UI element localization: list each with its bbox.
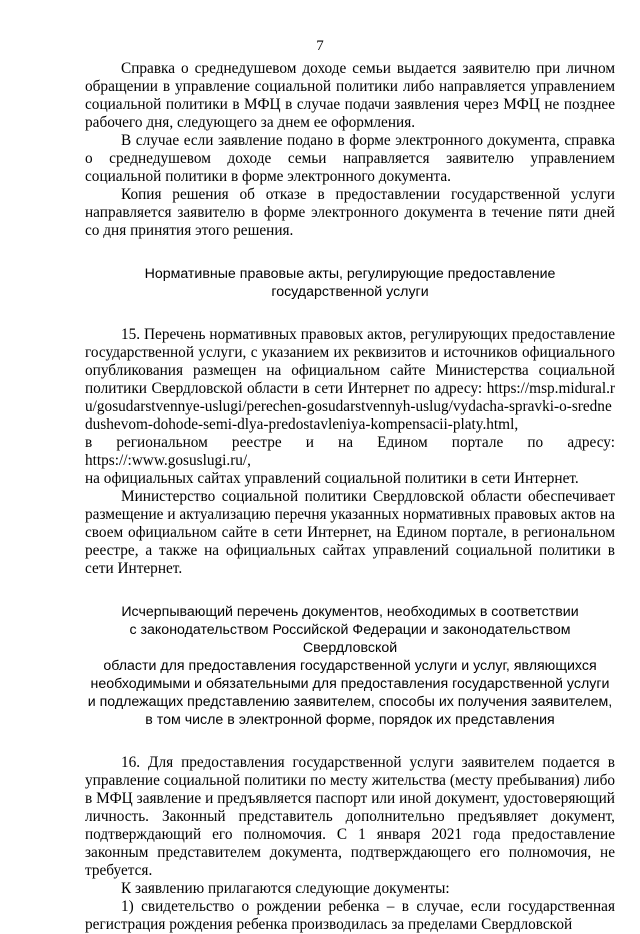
paragraph-15-ministry: Министерство социальной политики Свердловской области обеспечивает размещение и актуализацию перечня указанных нормативных правовых актов на своем официальном сайте в сети Интернет, на Едином портале, в региональном реестре, а также на официальных сайтах управлений социальной политики в сети Интернет.	[85, 488, 615, 577]
section-heading-legal-acts	[85, 265, 615, 301]
paragraph-certificate-issue: Справка о среднедушевом доходе семьи выдается заявителю при личном обращении в управление социальной политики либо направляется управлением социальной политики в МФЦ в случае подачи заявления через МФЦ не позднее рабочего дня, следующего за днем ее оформления.	[85, 60, 615, 131]
paragraph-15	[85, 326, 615, 434]
heading-line: с законодательством Российской Федерации и законодательством Свердловской	[129, 622, 571, 656]
heading-line: государственной услуги	[271, 284, 429, 300]
heading-line: в том числе в электронной форме, порядок их представления	[145, 712, 555, 728]
page-number: 7	[316, 38, 324, 54]
paragraph-attachments: К заявлению прилагаются следующие документы:	[121, 880, 450, 897]
heading-line: необходимыми и обязательными для предоставления государственной услуги	[90, 676, 610, 692]
heading-line: Нормативные правовые акты, регулирующие предоставление	[144, 266, 556, 282]
list-item-birth-certificate: 1) свидетельство о рождении ребенка – в случае, если государственная регистрация рождения ребенка производилась за пределами Свердловской	[85, 898, 615, 933]
legal-acts-link[interactable]: https://msp.midural.ru/gosudarstvennye-uslugi/perechen-gosudarstvennyh-uslug/vydacha-spravki-o-srednedushevom-dohode-semi-dlya-predostavleniya-kompensacii-platy.html,	[85, 380, 616, 433]
heading-line: Исчерпывающий перечень документов, необходимых в соответствии	[121, 604, 579, 620]
paragraph-15-sites: на официальных сайтах управлений социальной политики в сети Интернет.	[85, 470, 579, 487]
paragraph-15-registry: в региональном реестре и на Едином портале по адресу: https://:www.gosuslugi.ru/,	[85, 434, 615, 469]
section-heading-documents	[85, 603, 615, 729]
paragraph-16: 16. Для предоставления государственной услуги заявителем подается в управление социальной политики по месту жительства (месту пребывания) либо в МФЦ заявление и предъявляется паспорт или иной документ, удостоверяющий личность. Законный представитель дополнительно предъявляет документ, подтверждающий его полномочия. С 1 января 2021 года предоставление законным представителем документа, подтверждающего его полномочия, не требуется.	[85, 754, 615, 879]
heading-line: области для предоставления государственной услуги и услуг, являющихся	[103, 658, 597, 674]
document-body	[85, 60, 615, 934]
paragraph-electronic-form: В случае если заявление подано в форме электронного документа, справка о среднедушевом доходе семьи направляется заявителю управлением социальной политики в форме электронного документа.	[85, 132, 615, 185]
paragraph-refusal-copy: Копия решения об отказе в предоставлении государственной услуги направляется заявителю в форме электронного документа в течение пяти дней со дня принятия этого решения.	[85, 186, 615, 239]
paragraph-15-start: 15. Перечень нормативных правовых актов, регулирующих предоставление государственной услуги, с указанием их реквизитов и источников официального опубликования размещен на официальном сайте Министерства социальной политики Свердловской области в сети Интернет по адресу:	[85, 326, 615, 397]
heading-line: и подлежащих представлению заявителем, способы их получения заявителем,	[87, 694, 613, 710]
